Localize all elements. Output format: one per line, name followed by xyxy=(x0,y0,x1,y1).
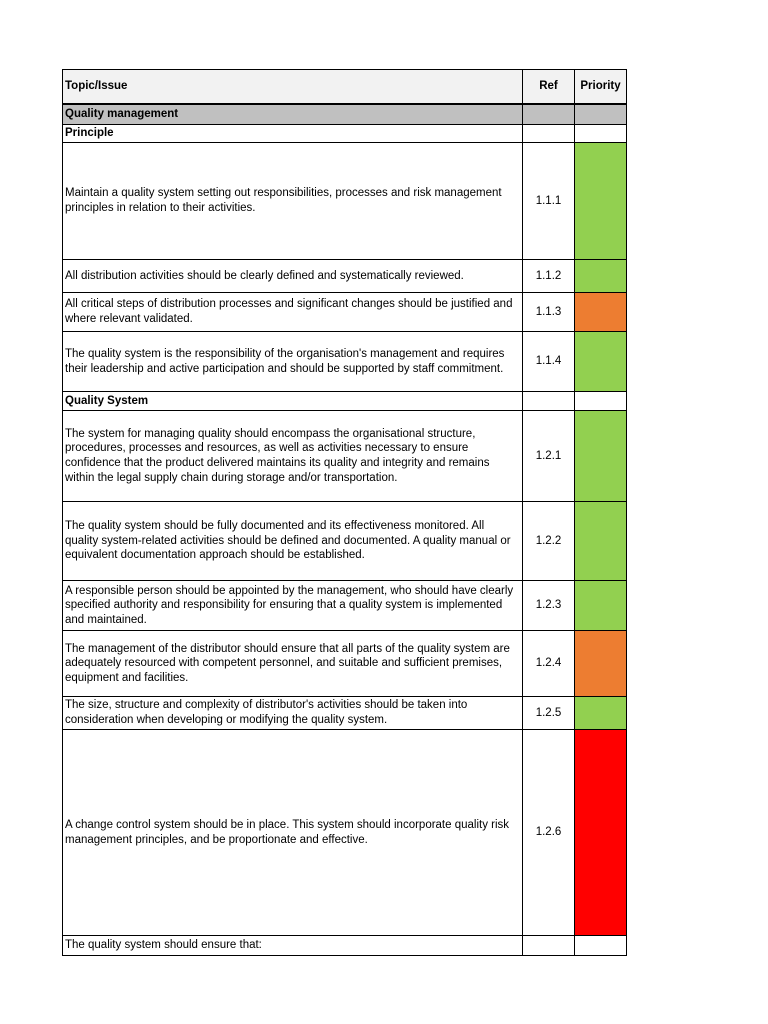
table-row-1-2-4 xyxy=(63,631,627,697)
topic-cell: Principle xyxy=(63,125,523,143)
ref-cell xyxy=(523,125,575,143)
priority-cell-none xyxy=(575,936,627,956)
header-row xyxy=(63,70,627,104)
priority-cell-orange xyxy=(575,293,627,332)
ref-cell xyxy=(523,104,575,125)
ref-cell: 1.2.1 xyxy=(523,411,575,502)
priority-cell-green xyxy=(575,143,627,260)
ref-cell: 1.1.2 xyxy=(523,260,575,293)
table-row-1-1-1 xyxy=(63,143,627,260)
table-row-1-2-1 xyxy=(63,411,627,502)
topic-cell: Quality System xyxy=(63,392,523,411)
priority-cell-orange xyxy=(575,631,627,697)
ref-cell: 1.2.5 xyxy=(523,697,575,730)
priority-cell-green xyxy=(575,581,627,631)
topic-cell: The quality system is the responsibility of the organisation's management and requires their leadership and active participation and should be supported by staff commitment. xyxy=(63,332,523,392)
table-row-quality-system-ensure xyxy=(63,936,627,956)
topic-cell: A responsible person should be appointed by the management, who should have clearly specified authority and responsibility for ensuring that a quality system is implemented and maintained. xyxy=(63,581,523,631)
ref-header: Ref xyxy=(523,70,575,104)
ref-cell: 1.1.1 xyxy=(523,143,575,260)
topic-cell: The quality system should ensure that: xyxy=(63,936,523,956)
topic-cell: A change control system should be in place. This system should incorporate quality risk management principles, and be proportionate and effective. xyxy=(63,730,523,936)
topic-cell: The management of the distributor should ensure that all parts of the quality system are adequately resourced with competent personnel, and suitable and sufficient premises, equipment and facilities. xyxy=(63,631,523,697)
table-row-1-2-6 xyxy=(63,730,627,936)
priority-cell-none xyxy=(575,104,627,125)
topic-cell: Maintain a quality system setting out responsibilities, processes and risk management principles in relation to their activities. xyxy=(63,143,523,260)
ref-cell xyxy=(523,392,575,411)
ref-cell: 1.2.3 xyxy=(523,581,575,631)
table-row-1-1-4 xyxy=(63,332,627,392)
ref-cell: 1.2.2 xyxy=(523,502,575,581)
topic-cell: Quality management xyxy=(63,104,523,125)
ref-cell: 1.1.3 xyxy=(523,293,575,332)
priority-cell-red xyxy=(575,730,627,936)
priority-cell-green xyxy=(575,260,627,293)
priority-cell-none xyxy=(575,392,627,411)
priority-table xyxy=(62,69,627,956)
priority-cell-green xyxy=(575,697,627,730)
topic-cell: The quality system should be fully documented and its effectiveness monitored. All quality system-related activities should be defined and documented. A quality manual or equivalent documentation approach should be established. xyxy=(63,502,523,581)
priority-cell-green xyxy=(575,502,627,581)
table-row-1-1-2 xyxy=(63,260,627,293)
topic-cell: All distribution activities should be clearly defined and systematically reviewed. xyxy=(63,260,523,293)
section-row-quality-management xyxy=(63,104,627,125)
topic-cell: All critical steps of distribution processes and significant changes should be justified and where relevant validated. xyxy=(63,293,523,332)
table-row-1-2-5 xyxy=(63,697,627,730)
ref-cell xyxy=(523,936,575,956)
table-row-1-1-3 xyxy=(63,293,627,332)
priority-cell-green xyxy=(575,332,627,392)
priority-header: Priority xyxy=(575,70,627,104)
topic-cell: The system for managing quality should encompass the organisational structure, procedures, processes and resources, as well as activities necessary to ensure confidence that the product delivered maintains its quality and integrity and remains within the legal supply chain during storage and/or transportation. xyxy=(63,411,523,502)
topic-issue-header: Topic/Issue xyxy=(63,70,523,104)
ref-cell: 1.1.4 xyxy=(523,332,575,392)
table-row-1-2-3 xyxy=(63,581,627,631)
ref-cell: 1.2.4 xyxy=(523,631,575,697)
priority-cell-none xyxy=(575,125,627,143)
ref-cell: 1.2.6 xyxy=(523,730,575,936)
subsection-row-principle xyxy=(63,125,627,143)
table-row-1-2-2 xyxy=(63,502,627,581)
priority-cell-green xyxy=(575,411,627,502)
subsection-row-quality-system xyxy=(63,392,627,411)
topic-cell: The size, structure and complexity of distributor's activities should be taken into consideration when developing or modifying the quality system. xyxy=(63,697,523,730)
